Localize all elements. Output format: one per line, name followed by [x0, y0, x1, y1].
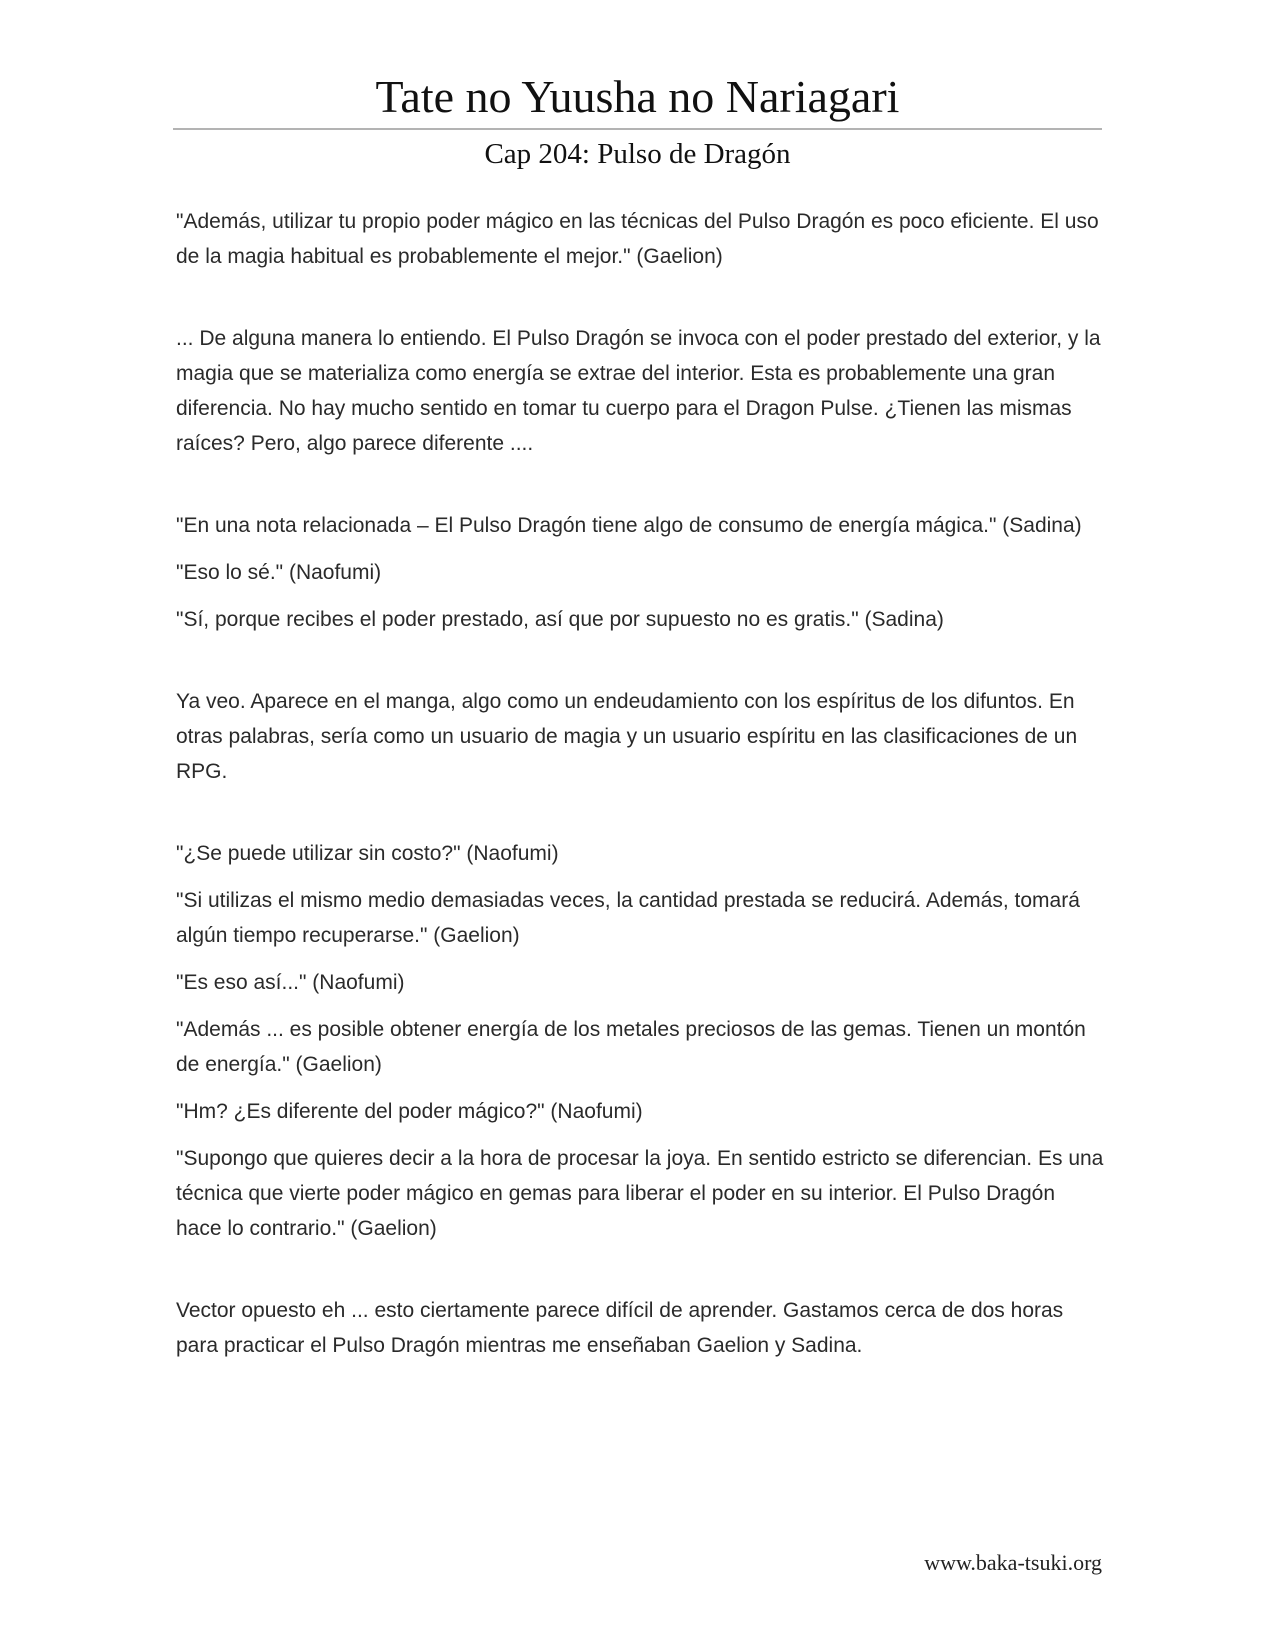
- paragraph: ... De alguna manera lo entiendo. El Pulso Dragón se invoca con el poder prestado del exterior, y la magia que se materializa como energía se extrae del interior. Esta es probablemente una gran diferencia. No hay mucho sentido en tomar tu cuerpo para el Dragon Pulse. ¿Tienen las mismas raíces? Pero, algo parece diferente ....: [176, 327, 1101, 455]
- paragraph: "¿Se puede utilizar sin costo?" (Naofumi): [176, 842, 559, 865]
- paragraph: "Es eso así..." (Naofumi): [176, 971, 405, 994]
- chapter-subtitle: Cap 204: Pulso de Dragón: [484, 138, 791, 170]
- page-header: [173, 68, 1102, 172]
- paragraph: "Eso lo sé." (Naofumi): [176, 561, 382, 584]
- paragraph: Ya veo. Aparece en el manga, algo como un endeudamiento con los espíritus de los difuntos. En otras palabras, sería como un usuario de magia y un usuario espíritu en las clasificaciones de un RPG.: [176, 690, 1078, 783]
- paragraph: "Además, utilizar tu propio poder mágico en las técnicas del Pulso Dragón es poco eficiente. El uso de la magia habitual es probablemente el mejor." (Gaelion): [176, 210, 1099, 268]
- chapter-body: [176, 204, 1106, 1363]
- document-title: Tate no Yuusha no Nariagari: [375, 71, 900, 122]
- paragraph: Vector opuesto eh ... esto ciertamente parece difícil de aprender. Gastamos cerca de dos horas para practicar el Pulso Dragón mientras me enseñaban Gaelion y Sadina.: [176, 1299, 1064, 1357]
- paragraph: "Sí, porque recibes el poder prestado, así que por supuesto no es gratis." (Sadina): [176, 608, 944, 631]
- paragraph: "Supongo que quieres decir a la hora de procesar la joya. En sentido estricto se diferencian. Es una técnica que vierte poder mágico en gemas para liberar el poder en su interior. El Pulso Dragón hace lo contrario." (Gaelion): [176, 1147, 1104, 1240]
- paragraph: "Si utilizas el mismo medio demasiadas veces, la cantidad prestada se reducirá. Además, tomará algún tiempo recuperarse." (Gaelion): [176, 889, 1080, 947]
- title-divider: [173, 128, 1102, 130]
- footer-site-link[interactable]: www.baka-tsuki.org: [924, 1550, 1102, 1575]
- paragraph: "Hm? ¿Es diferente del poder mágico?" (Naofumi): [176, 1100, 643, 1123]
- paragraph: "Además ... es posible obtener energía de los metales preciosos de las gemas. Tienen un montón de energía." (Gaelion): [176, 1018, 1086, 1076]
- paragraph: "En una nota relacionada – El Pulso Dragón tiene algo de consumo de energía mágica." (Sadina): [176, 514, 1082, 537]
